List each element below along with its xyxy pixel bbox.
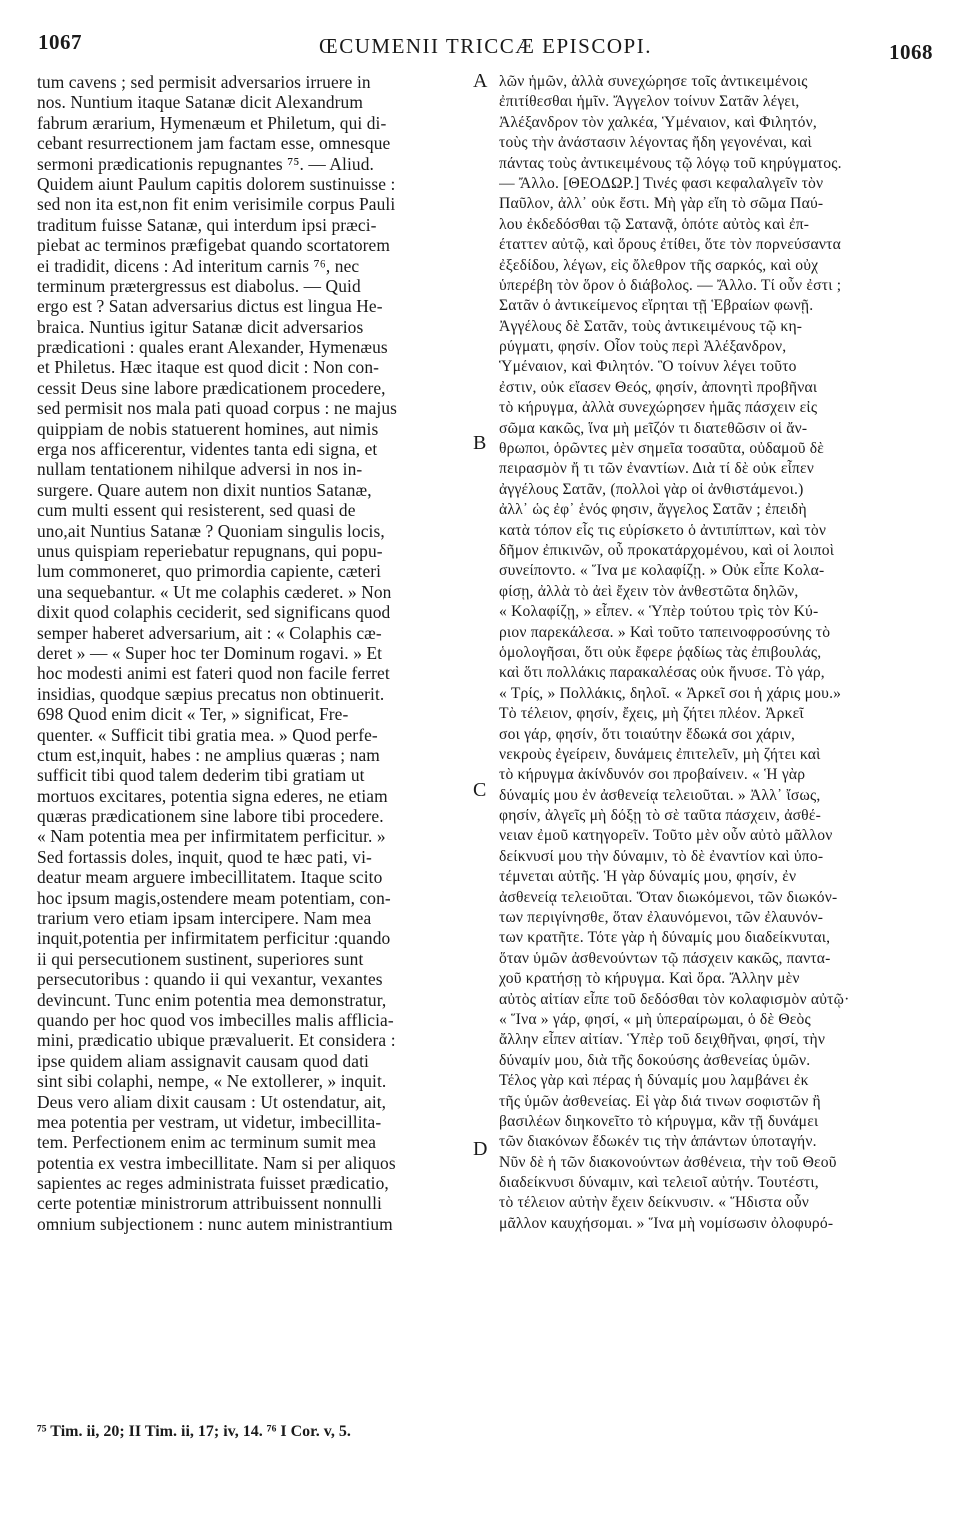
greek-line: ἐστιν, οὐκ εἴασεν Θεός, φησίν, ἀπονητὶ προβῆναι [499, 378, 818, 396]
greek-line: των κρατῆτε. Τότε γὰρ ἡ δύναμίς μου διαδείκνυται, [499, 929, 831, 947]
greek-line: ρύγματι, φησίν. Οἷον τοὺς περὶ Ἀλέξανδρον, [499, 338, 787, 356]
section-mark-a: A [473, 70, 488, 92]
latin-line: dixit quod colaphis ceciderit, sed significans quod [37, 602, 391, 623]
latin-line: nos. Nuntium itaque Satanæ dicit Alexandrum [37, 92, 363, 113]
latin-line: braica. Nuntius igitur Satanæ dicit adversarios [37, 316, 364, 337]
greek-line: Ἀγγέλους δὲ Σατᾶν, τοὺς ἀντικειμένους τῷ κη- [499, 317, 803, 335]
greek-line: — Ἄλλο. [ΘΕΟΔΩΡ.] Τινές φασι κεφαλαλγεῖν τὸν [499, 174, 824, 192]
latin-line: sed non ita est,non fit enim verisimile corpus Pauli [37, 194, 396, 215]
latin-line: « Nam potentia mea per infirmitatem perficitur. » [37, 826, 386, 847]
latin-line: nullam tentationem nihilque adversi in nos in- [37, 459, 363, 480]
latin-line: ii qui persecutionem sustinent, superiores sunt [37, 948, 364, 969]
section-mark-c: C [473, 779, 487, 801]
greek-line: « Τρίς, » Πολλάκις, δηλοῖ. « Ἀρκεῖ σοι ἡ χάρις μου.» [499, 684, 842, 702]
latin-line: inquit,potentia per infirmitatem perficitur :quando [37, 928, 391, 949]
latin-line: et Philetus. Hæc itaque est quod dicit : Non con- [37, 357, 380, 378]
latin-line: deret » — « Super hoc ter Dominum rogavi. » Et [37, 642, 383, 663]
latin-line: quippiam de nobis statuerent homines, aut nimis [37, 418, 379, 439]
greek-line: ἄλλην εἶπεν αἰτίαν. Ὑπὲρ τοῦ δειχθῆναι, φησί, τὴν [499, 1031, 826, 1049]
latin-line: sed permisit nos mala pati quoad corpus : ne majus [37, 398, 397, 419]
section-mark-b: B [473, 432, 487, 454]
greek-line: διαδείκνυσι δύναμιν, καὶ τελειοῖ αὐτήν. Τουτέστι, [499, 1174, 819, 1192]
greek-line: τὸ κήρυγμα, ἀλλὰ συνεχώρησεν ἡμᾶς πάσχειν εἰς [499, 399, 818, 417]
latin-line: erga nos afficerentur, videntes tanta edi signa, et [37, 439, 378, 460]
latin-line: sint sibi colaphi, nempe, « Ne extollerer, » inquit. [37, 1071, 387, 1092]
greek-line: ἀγγέλους Σατᾶν, (πολλοὶ γὰρ οἱ ἀνθιστάμενοι.) [499, 480, 804, 498]
greek-line: Ἀλέξανδρον τὸν χαλκέα, Ὑμέναιον, καὶ Φιλητόν, [499, 113, 817, 131]
greek-line: καὶ ὅτι πολλάκις παρακαλέσας οὐκ ἤνυσε. Τὸ γάρ, [499, 664, 825, 682]
greek-line: λου ἐκδεδόσθαι τῷ Σατανᾷ, ὁπότε αὐτὸς καὶ ἐπ- [499, 215, 810, 233]
greek-line: Νῦν δὲ ἡ τῶν διακονούντων ἀσθένεια, τὴν τοῦ Θεοῦ [499, 1153, 837, 1171]
latin-line: ergo est ? Satan adversarius dictus est lingua He- [37, 296, 383, 317]
latin-line: ipse quidem aliam assignavit causam quod dati [37, 1050, 369, 1071]
greek-line: Παῦλον, ἀλλ᾽ οὐκ ἔστι. Μὴ γὰρ εἴη τὸ σῶμα Παύ- [499, 195, 824, 213]
greek-line: δείκνυσί μου τὴν δύναμιν, τὸ δὲ ἐναντίον καὶ ὑπο- [499, 847, 824, 865]
greek-line: Τὸ τέλειον, φησίν, ἔχεις, μὴ ζήτει πλέον. Ἀρκεῖ [499, 705, 804, 723]
greek-line: βασιλέων διηκονεῖτο τὸ κήρυγμα, κἂν τῇ δυνάμει [499, 1112, 819, 1130]
latin-line: traditum fuisse Satanæ, qui interdum ipsi præci- [37, 214, 377, 235]
greek-line: τῶν διακόνων ἔδωκέν τις τὴν ἁπάντων ὑποταγήν. [499, 1133, 817, 1151]
latin-line: quenter. « Sufficit tibi gratia mea. » Quod perfe- [37, 724, 378, 745]
greek-line: ὅταν ὑμῶν ἀσθενούντων τῷ πάσχειν κακῶς, παντα- [499, 949, 831, 967]
latin-line: tem. Perfectionem enim ac terminum sumit mea [37, 1132, 377, 1153]
latin-line: omnium subjectionem : nunc autem ministrantium [37, 1213, 393, 1234]
greek-line: σοι γάρ, φησίν, ὅτι τοιαύτην ἔδωκά σοι χάριν, [499, 725, 796, 743]
latin-line: sermoni prædicationis repugnantes ⁷⁵. — Aliud. [37, 153, 374, 174]
latin-line: prædicationi : quales erant Alexander, Hymenæus [37, 337, 388, 358]
greek-line: τέμνεται αὐτῆς. Ἡ γὰρ δύναμίς μου, φησίν, ἐν [499, 868, 797, 886]
latin-line: cebant resurrectionem jam factam esse, omnesque [37, 133, 391, 154]
greek-line: μᾶλλον καυχήσομαι. » Ἵνα μὴ νομίσωσιν ὀλοφυρό- [499, 1214, 834, 1232]
latin-line: deatur meam arguere imbecillitatem. Itaque scito [37, 867, 383, 888]
greek-line: χοῦ κρατήσῃ τὸ κήρυγμα. Καὶ ὅρα. Ἄλλην μὲν [499, 970, 800, 988]
greek-line: Σατᾶν ὁ ἀντικείμενος εἴρηται τῇ Ἑβραίων φωνῇ. [499, 297, 814, 315]
latin-line: piebat ac terminos præfigebat quando scortatorem [37, 235, 390, 256]
latin-line: terminum prætergressus est diabolus. — Quid [37, 275, 361, 296]
greek-line: δῆμον ἐπικινῶν, οὗ προκατάρχομένου, καὶ οἱ λοιποὶ [499, 541, 835, 559]
page-header [0, 30, 971, 64]
greek-line: των περιγίνησθε, ὅταν ἐλαυνόμενοι, τῶν ἐλαυνόν- [499, 909, 824, 927]
greek-line: « Κολαφίζῃ, » εἶπεν. « Ὑπὲρ τούτου τρὶς τὸν Κύ- [499, 603, 819, 621]
greek-line: φίσῃ, ἀλλὰ τὸ ἀεὶ ἔχειν τὸν ἀνθεστῶτα δηλῶν, [499, 582, 799, 600]
greek-line: τὸ τέλειον αὐτὴν ἔχειν δείκνυσιν. « Ἥδιστα οὖν [499, 1194, 810, 1212]
greek-line: λῶν ἡμῶν, ἀλλὰ συνεχώρησε τοῖς ἀντικειμένοις [499, 73, 808, 90]
section-mark-d: D [473, 1138, 488, 1160]
greek-column [499, 72, 935, 1234]
latin-line: Sed fortassis doles, inquit, quod te hæc pati, vi- [37, 846, 372, 867]
latin-line: semper haberet adversarium, ait : « Colaphis cæ- [37, 622, 382, 643]
latin-line: Deus vero aliam dixit causam : Ut ostendatur, ait, [37, 1091, 387, 1112]
latin-line: trarium vero etiam ipsam intercipere. Nam mea [37, 908, 372, 929]
greek-line: « Ἵνα » γάρ, φησί, « μὴ ὑπεραίρωμαι, ὁ δὲ Θεὸς [499, 1010, 811, 1028]
latin-line: Quidem aiunt Paulum capitis dolorem sustinuisse : [37, 173, 396, 194]
greek-line: τοὺς τὴν ἀνάστασιν λέγοντας ἤδη γεγονέναι, καὶ [499, 134, 812, 152]
latin-line: quando per hoc quod vos imbecilles malis afflicia- [37, 1009, 394, 1030]
greek-line: ριον παρεκάλεσα. » Καὶ τοῦτο ταπεινοφροσύνης τὸ [499, 623, 831, 641]
greek-line: ἐξεδίδου, λέγων, εἰς ὄλεθρον τῆς σαρκός, καὶ οὐχ [499, 256, 819, 274]
greek-line: Τέλος γὰρ καὶ πέρας ἡ δύναμίς μου λαμβάνει ἐκ [499, 1072, 809, 1090]
greek-line: σῶμα κακῶς, ἵνα μὴ μεῖζόν τι διατεθῶσιν οἱ ἄν- [499, 419, 808, 437]
latin-line: mortuos excitares, potentia signa ederes, ne etiam [37, 785, 388, 806]
latin-column [37, 72, 475, 1234]
greek-line: φησίν, ἀλγεῖς μὴ δόξῃ τὸ σὲ ταῦτα πάσχειν, ἀσθέ- [499, 807, 821, 825]
greek-line: αὐτὸς αἰτίαν εἶπε τοῦ δεδόσθαι τὸν κολαφισμὸν αὐτῷ· [499, 990, 850, 1008]
latin-line: devincunt. Tunc enim potentia mea demonstratur, [37, 989, 387, 1010]
latin-line: 698 Quod enim dicit « Ter, » significat, Fre- [37, 704, 349, 725]
greek-line: ἀσθενείᾳ τελειοῦται. Ὅταν διωκόμενοι, τῶν διωκόν- [499, 888, 838, 906]
latin-line: insidias, quodque sæpius precatus non obtinuerit. [37, 683, 385, 704]
greek-line: ἀλλ᾽ ὡς ἐφ᾽ ἑνός φησιν, ἄγγελος Σατᾶν ; ἐπειδὴ [499, 501, 807, 519]
latin-line: certe potentiæ ministrorum attribuissent nonnulli [37, 1193, 382, 1214]
greek-line: δύναμίν μου, διὰ τῆς δοκούσης ἀσθενείας ὑμῶν. [499, 1051, 811, 1069]
latin-line: persecutoribus : quando ii qui vexantur, vexantes [37, 969, 383, 990]
greek-line: ἐπιτίθεσθαι ἡμῖν. Ἄγγελον τοίνυν Σατᾶν λέγει, [499, 93, 800, 111]
latin-line: potentia ex vestra imbecillitate. Nam si per aliquos [37, 1152, 396, 1173]
greek-line: ὁμολογῆσαι, ὅτι οὐκ ἔφερε ῥᾳδίως τὰς ἐπιβουλάς, [499, 643, 822, 661]
latin-line: hoc modesti animi est fateri quod non facile ferret [37, 663, 390, 684]
latin-line: ctum est,inquit, habes : ne amplius quæras ; nam [37, 744, 380, 765]
latin-line: cessit Deus sine labore prædicationem procedere, [37, 377, 386, 398]
latin-line: fabrum ærarium, Hymenæum et Philetum, qui di- [37, 112, 387, 133]
greek-line: έταττεν αὐτῷ, καὶ ὅρους ἐτίθει, ὅτε τὸν πορνεύσαντα [499, 236, 841, 254]
latin-line: surgere. Quare autem non dixit nuntios Satanæ, [37, 479, 372, 500]
latin-line: ei tradidit, dicens : Ad interitum carnis ⁷⁶, nec [37, 255, 360, 276]
latin-line: tum cavens ; sed permisit adversarios irruere in [37, 72, 371, 92]
greek-line: κατὰ τόπον εἷς τις εὑρίσκετο ὁ ἀντιπίπτων, καὶ τὸν [499, 521, 827, 539]
greek-line: πειρασμὸν ἤ τι τῶν ἐναντίων. Διὰ τί δὲ οὐκ εἶπεν [499, 460, 815, 478]
latin-line: sufficit tibi quod talem dederim tibi gratiam ut [37, 765, 365, 786]
left-page-number: 1067 [38, 30, 82, 54]
greek-line: Ὑμέναιον, καὶ Φιλητόν. Ὃ τοίνυν λέγει τοῦτο [499, 358, 797, 376]
right-page-number: 1068 [889, 40, 933, 64]
greek-line: τὸ κήρυγμα ἀκίνδυνόν σοι προβαίνειν. « Ἡ γὰρ [499, 766, 806, 784]
greek-line: νειαν ἐμοῦ κατηγορεῖν. Τοῦτο μὲν οὖν αὐτὸ μᾶλλον [499, 827, 833, 845]
greek-line: συνείποντο. « Ἵνα με κολαφίζῃ. » Οὐκ εἶπε Κολα- [499, 562, 825, 580]
greek-line: νεκροὺς ἐγείρειν, δυνάμεις ἐπιτελεῖν, μὴ ζήτει καὶ [499, 745, 821, 763]
latin-line: quæras prædicationem sine labore tibi procedere. [37, 806, 384, 827]
latin-line: mea potentia per vestram, ut videtur, imbecillita- [37, 1111, 382, 1132]
greek-line: πάντας τοὺς ἀντικειμένους τῷ λόγῳ τοῦ κηρύγματος. [499, 154, 842, 172]
latin-line: sapientes ac reges administrata fuisset prædicatio, [37, 1173, 389, 1194]
latin-line: lum commoneret, quo primordia capiente, cæteri [37, 561, 382, 582]
latin-line: mini, prædicatio ubique prævaluerit. Et considera : [37, 1030, 396, 1051]
greek-line: δύναμίς μου ἐν ἀσθενείᾳ τελειοῦται. » Ἀλλ᾽ ἴσως, [499, 786, 821, 804]
latin-line: unus quispiam reperiebatur repugnans, qui popu- [37, 540, 383, 561]
latin-line: uno,ait Nuntius Satanæ ? Quoniam singulis locis, [37, 520, 385, 541]
greek-line: θρωποι, ὁρῶντες μὲν σημεῖα τοσαῦτα, οὐδαμοῦ δὲ [499, 440, 825, 458]
running-title: ŒCUMENII TRICCÆ EPISCOPI. [319, 34, 652, 58]
latin-line: cum multi essent qui resisterent, sed quasi de [37, 500, 356, 521]
latin-line: una sequebantur. « Ut me colaphis cæderet. » Non [37, 581, 392, 602]
greek-line: ὑπερέβη τὸν ὅρον ὁ διάβολος. — Ἄλλο. Τί οὖν ἐστι ; [499, 276, 842, 294]
footnotes: ⁷⁵ Tim. ii, 20; II Tim. ii, 17; iv, 14. ⁷⁶ I Cor. v, 5. [37, 1423, 351, 1440]
latin-line: hoc ipsum magis,ostendere meam potentiam, con- [37, 887, 391, 908]
greek-line: τῆς ὑμῶν ἀσθενείας. Εἰ γὰρ διά τινων σοφιστῶν ἢ [499, 1092, 821, 1110]
